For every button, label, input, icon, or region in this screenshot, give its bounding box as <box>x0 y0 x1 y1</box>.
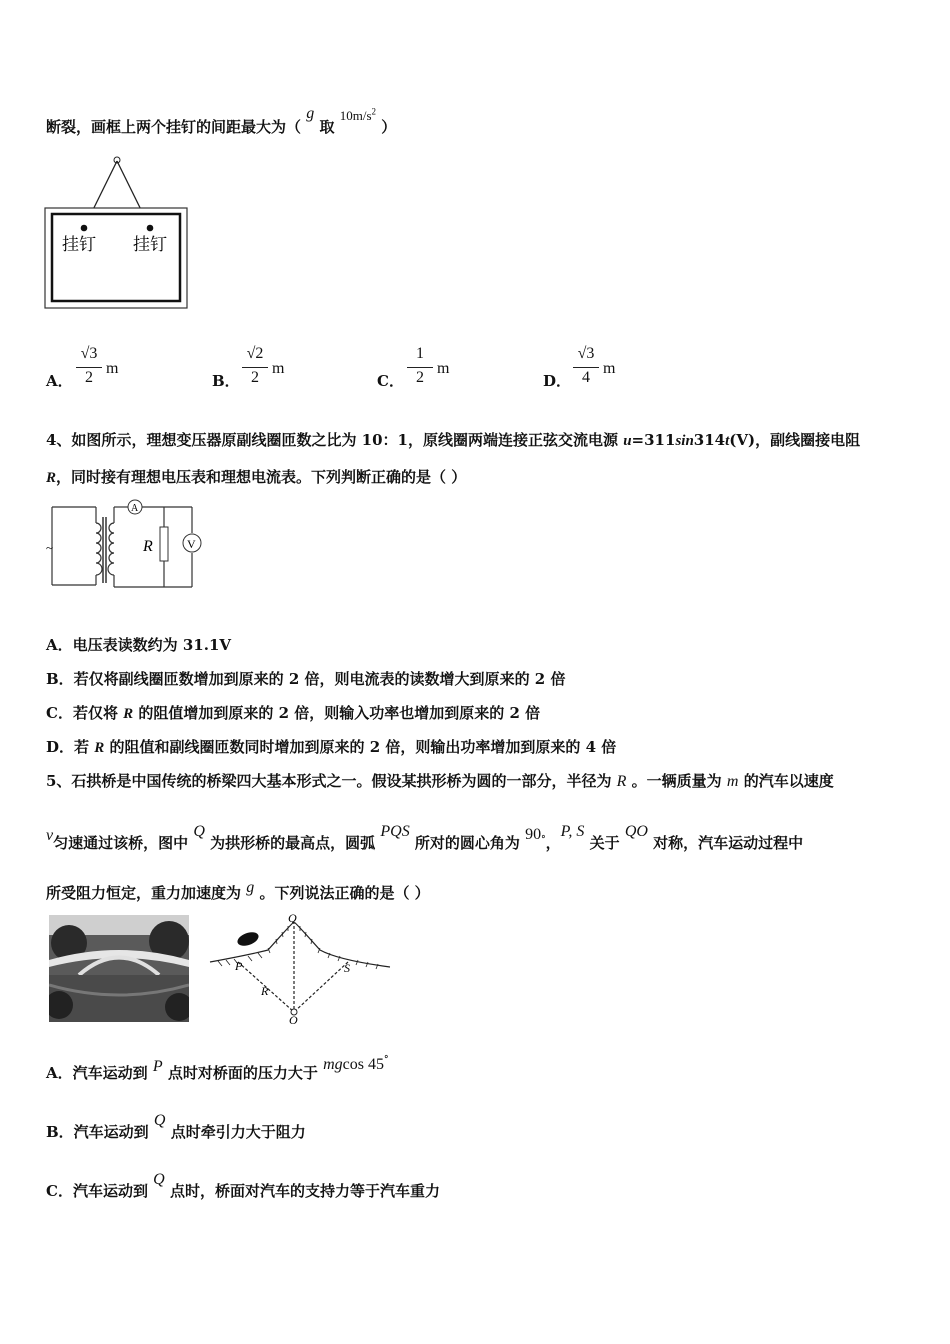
q3-nail-right <box>147 225 154 232</box>
q5-option-c-text: C．汽车运动到 <box>46 1182 154 1200</box>
q4-resistor-label: R <box>143 538 153 555</box>
q5-l2-d: ， <box>545 834 561 852</box>
q4-formula-t: t <box>725 433 730 449</box>
fraction-numerator: 1 <box>407 345 433 368</box>
q5-option-a-text: A．汽车运动到 <box>46 1064 153 1082</box>
q4-option-d-rest: 的阻值和副线圈匝数同时增加到原来的 2 倍，则输出功率增加到原来的 4 倍 <box>104 738 617 756</box>
option-label: B． <box>212 372 240 390</box>
q4-formula-num: 314 <box>693 431 726 449</box>
q5-l2-a: 匀速通过该桥，图中 <box>53 834 194 852</box>
q5-label-S: S <box>344 961 350 975</box>
option-unit: m <box>272 360 285 377</box>
q3-stem-suffix: ） <box>381 118 397 136</box>
option-unit: m <box>603 360 616 377</box>
q5-l2-b: 为拱形桥的最高点，圆弧 <box>204 834 381 852</box>
q4-option-d[interactable] <box>46 736 616 757</box>
q5-option-c[interactable] <box>46 1171 440 1201</box>
q5-l2-e: 关于 <box>584 834 625 852</box>
q5-bridge-photo <box>49 915 189 1022</box>
q3-take: 取 <box>319 118 335 136</box>
q4-option-d-text: D．若 <box>46 738 95 756</box>
q3-g-value: 10m/s <box>339 108 372 123</box>
q4-option-a[interactable] <box>46 634 231 655</box>
q4-option-c-text: C．若仅将 <box>46 704 124 722</box>
q5-option-a[interactable] <box>46 1055 389 1083</box>
q3-frame-figure <box>44 155 190 310</box>
q5-option-a-P: P <box>152 1058 163 1075</box>
q5-l2-Q: Q <box>193 823 205 840</box>
q4-stem-line1 <box>46 429 860 450</box>
q5-option-b-Q: Q <box>153 1112 166 1129</box>
q5-l2-PS: P, S <box>560 823 585 840</box>
q4-circuit-figure <box>44 495 204 595</box>
q5-label-P: P <box>235 959 243 973</box>
q4-source-symbol: ~ <box>46 540 54 555</box>
q5-l2-deg: ° <box>541 835 546 845</box>
q3-g-exp: 2 <box>371 106 377 117</box>
q3-nail-left <box>81 225 88 232</box>
q5-option-c-rest: 点时，桥面对汽车的支持力等于汽车重力 <box>164 1182 440 1200</box>
q4-stem-line2 <box>46 466 466 487</box>
q4-formula-u: u <box>623 433 632 449</box>
q4-formula-mid: =311 <box>631 431 676 449</box>
q4-resistor <box>160 527 168 561</box>
q5-l2-v: v <box>46 827 54 844</box>
q5-option-c-Q: Q <box>153 1171 165 1188</box>
q5-option-a-rest: 点时对桥面的压力大于 <box>162 1064 324 1082</box>
q5-option-b-text: B．汽车运动到 <box>46 1123 154 1141</box>
bridge-photo-drawing <box>49 915 189 1022</box>
fraction-denominator: 2 <box>85 369 93 386</box>
q4-ammeter-label: A <box>131 503 139 514</box>
q3-stem <box>46 105 397 137</box>
q5-stem-line3 <box>46 879 430 903</box>
q4-option-c-r: R <box>123 706 134 722</box>
q5-label-O: O <box>289 1013 298 1027</box>
q5-option-a-deg: ° <box>384 1055 389 1065</box>
q5-option-b[interactable] <box>46 1112 306 1142</box>
q4-line2-text: ，同时接有理想电压表和理想电流表。下列判断正确的是（ ） <box>56 468 467 486</box>
q3-stem-prefix: 断裂，画框上两个挂钉的间距最大为（ <box>46 118 302 136</box>
q5-l2-QO: QO <box>624 823 648 840</box>
q4-option-c[interactable] <box>46 702 540 723</box>
q5-option-a-cos: cos 45 <box>342 1056 384 1073</box>
option-unit: m <box>437 360 450 377</box>
fraction-denominator: 2 <box>416 369 424 386</box>
q5-l2-90: 90 <box>525 826 542 843</box>
q5-stem-line1 <box>46 770 834 791</box>
q5-l1-c: 的汽车以速度 <box>738 772 834 790</box>
q3-g: g <box>306 105 315 122</box>
q5-stem-line2 <box>46 823 804 853</box>
option-label: A． <box>46 372 73 390</box>
q4-formula-end: (V)，副线圈接电阻 <box>729 431 861 449</box>
q5-label-R: R <box>261 984 269 998</box>
q5-l2-f: 对称，汽车运动过程中 <box>647 834 804 852</box>
q5-l1-b: 。一辆质量为 <box>626 772 727 790</box>
option-label: C． <box>377 372 404 390</box>
q5-option-a-mg: mg <box>323 1056 343 1073</box>
q4-option-d-r: R <box>94 740 105 756</box>
q4-line1-text: 4、如图所示，理想变压器原副线圈匝数之比为 10：1，原线圈两端连接正弦交流电源 <box>46 431 624 449</box>
fraction-numerator: √3 <box>76 345 102 368</box>
option-unit: m <box>106 360 119 377</box>
fraction-denominator: 2 <box>251 369 259 386</box>
q4-option-b-text: B．若仅将副线圈匝数增加到原来的 2 倍，则电流表的读数增大到原来的 2 倍 <box>46 670 566 688</box>
q5-l2-c: 所对的圆心角为 <box>409 834 526 852</box>
fraction-numerator: √3 <box>573 345 599 368</box>
q5-option-b-rest: 点时牵引力大于阻力 <box>165 1123 306 1141</box>
q4-option-a-text: A．电压表读数约为 31.1V <box>46 636 232 654</box>
q5-l2-PQS: PQS <box>380 823 410 840</box>
q4-voltmeter-label: V <box>187 537 196 551</box>
q5-l1-R: R <box>616 773 627 790</box>
q5-l3-g: g <box>246 879 255 896</box>
q5-car <box>236 930 261 949</box>
q3-nail-left-label: 挂钉 <box>62 235 96 254</box>
q4-option-b[interactable] <box>46 668 565 689</box>
q5-arch-diagram <box>208 912 398 1027</box>
q4-r-symbol: R <box>46 470 57 486</box>
q4-option-c-rest: 的阻值增加到原来的 2 倍，则输入功率也增加到原来的 2 倍 <box>133 704 541 722</box>
fraction-numerator: √2 <box>242 345 268 368</box>
q5-label-Q: Q <box>288 912 297 925</box>
q3-frame-inner <box>52 214 180 301</box>
q5-l3-b: 。下列说法正确的是（ ） <box>254 884 430 902</box>
option-label: D． <box>543 372 572 390</box>
q5-l1-m: m <box>726 773 739 790</box>
q3-nail-right-label: 挂钉 <box>133 235 167 254</box>
q5-l1-a: 5、石拱桥是中国传统的桥梁四大基本形式之一。假设某拱形桥为圆的一部分，半径为 <box>46 772 617 790</box>
q4-formula-sin: sin <box>675 433 694 449</box>
fraction-denominator: 4 <box>582 369 590 386</box>
q5-l3-a: 所受阻力恒定，重力加速度为 <box>46 884 247 902</box>
